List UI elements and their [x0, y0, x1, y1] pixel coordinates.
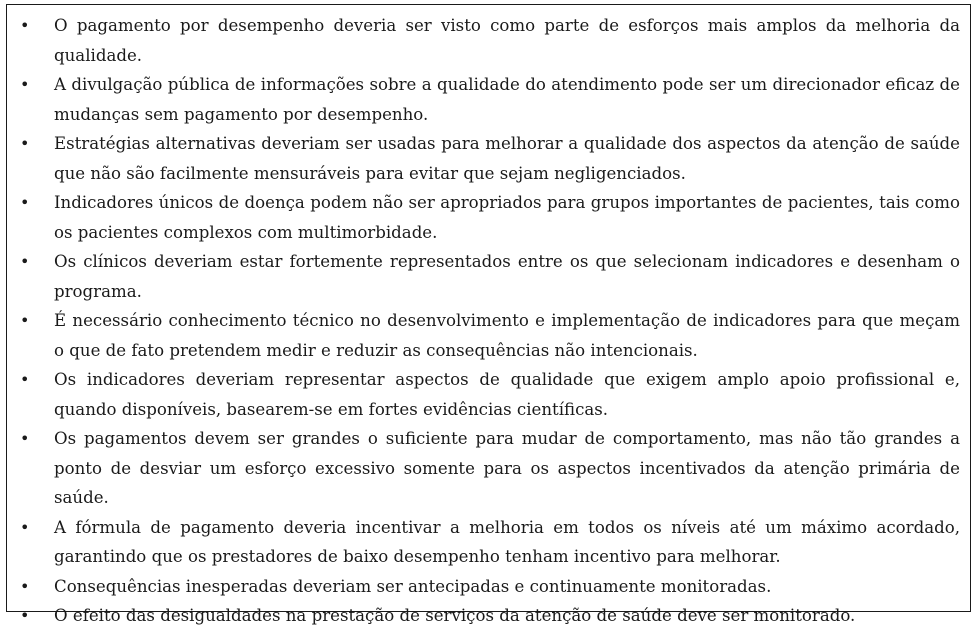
recommendations-box	[6, 4, 971, 625]
list-item	[7, 188, 970, 247]
bullet-icon: •	[20, 193, 30, 212]
recommendations-list	[7, 11, 970, 631]
list-item-text: Os pagamentos devem ser grandes o suficiente para mudar de comportamento, mas não tão grandes a ponto de desviar um esforço excessivo somente para os aspectos incentivados da atenção primária de saúde.	[54, 429, 960, 507]
bullet-icon: •	[20, 75, 30, 94]
list-item	[7, 365, 970, 424]
list-item-text: Indicadores únicos de doença podem não ser apropriados para grupos importantes de pacientes, tais como os pacientes complexos com multimorbidade.	[54, 193, 960, 242]
bullet-icon: •	[20, 252, 30, 271]
list-item-text: Os clínicos deveriam estar fortemente representados entre os que selecionam indicadores e desenham o programa.	[54, 252, 960, 301]
list-item	[7, 513, 970, 572]
list-item	[7, 424, 970, 513]
list-item-text: O pagamento por desempenho deveria ser visto como parte de esforços mais amplos da melhoria da qualidade.	[54, 16, 960, 65]
list-item-text: A divulgação pública de informações sobre a qualidade do atendimento pode ser um direcionador eficaz de mudanças sem pagamento por desempenho.	[54, 75, 960, 124]
list-item-text: A fórmula de pagamento deveria incentivar a melhoria em todos os níveis até um máximo acordado, garantindo que os prestadores de baixo desempenho tenham incentivo para melhorar.	[54, 517, 960, 566]
list-item	[7, 601, 970, 631]
bullet-icon: •	[20, 16, 30, 35]
bullet-icon: •	[20, 311, 30, 330]
bullet-icon: •	[20, 429, 30, 448]
bullet-icon: •	[20, 370, 30, 389]
list-item-text: Os indicadores deveriam representar aspectos de qualidade que exigem amplo apoio profissional e, quando disponíveis, basearem-se em fortes evidências científicas.	[54, 370, 960, 419]
list-item-text: Consequências inesperadas deveriam ser antecipadas e continuamente monitoradas.	[54, 576, 772, 596]
list-item-text: É necessário conhecimento técnico no desenvolvimento e implementação de indicadores para que meçam o que de fato pretendem medir e reduzir as consequências não intencionais.	[54, 311, 960, 360]
list-item	[7, 247, 970, 306]
list-item	[7, 129, 970, 188]
bullet-icon: •	[20, 576, 30, 596]
list-item	[7, 11, 970, 70]
bullet-icon: •	[20, 134, 30, 153]
list-item	[7, 70, 970, 129]
list-item-text: Estratégias alternativas deveriam ser usadas para melhorar a qualidade dos aspectos da atenção de saúde que não são facilmente mensuráveis para evitar que sejam negligenciados.	[54, 134, 960, 183]
bullet-icon: •	[20, 517, 30, 537]
list-item	[7, 306, 970, 365]
list-item	[7, 572, 970, 602]
bullet-icon: •	[20, 606, 30, 625]
list-item-text: O efeito das desigualdades na prestação de serviços da atenção de saúde deve ser monitorado.	[54, 606, 856, 625]
